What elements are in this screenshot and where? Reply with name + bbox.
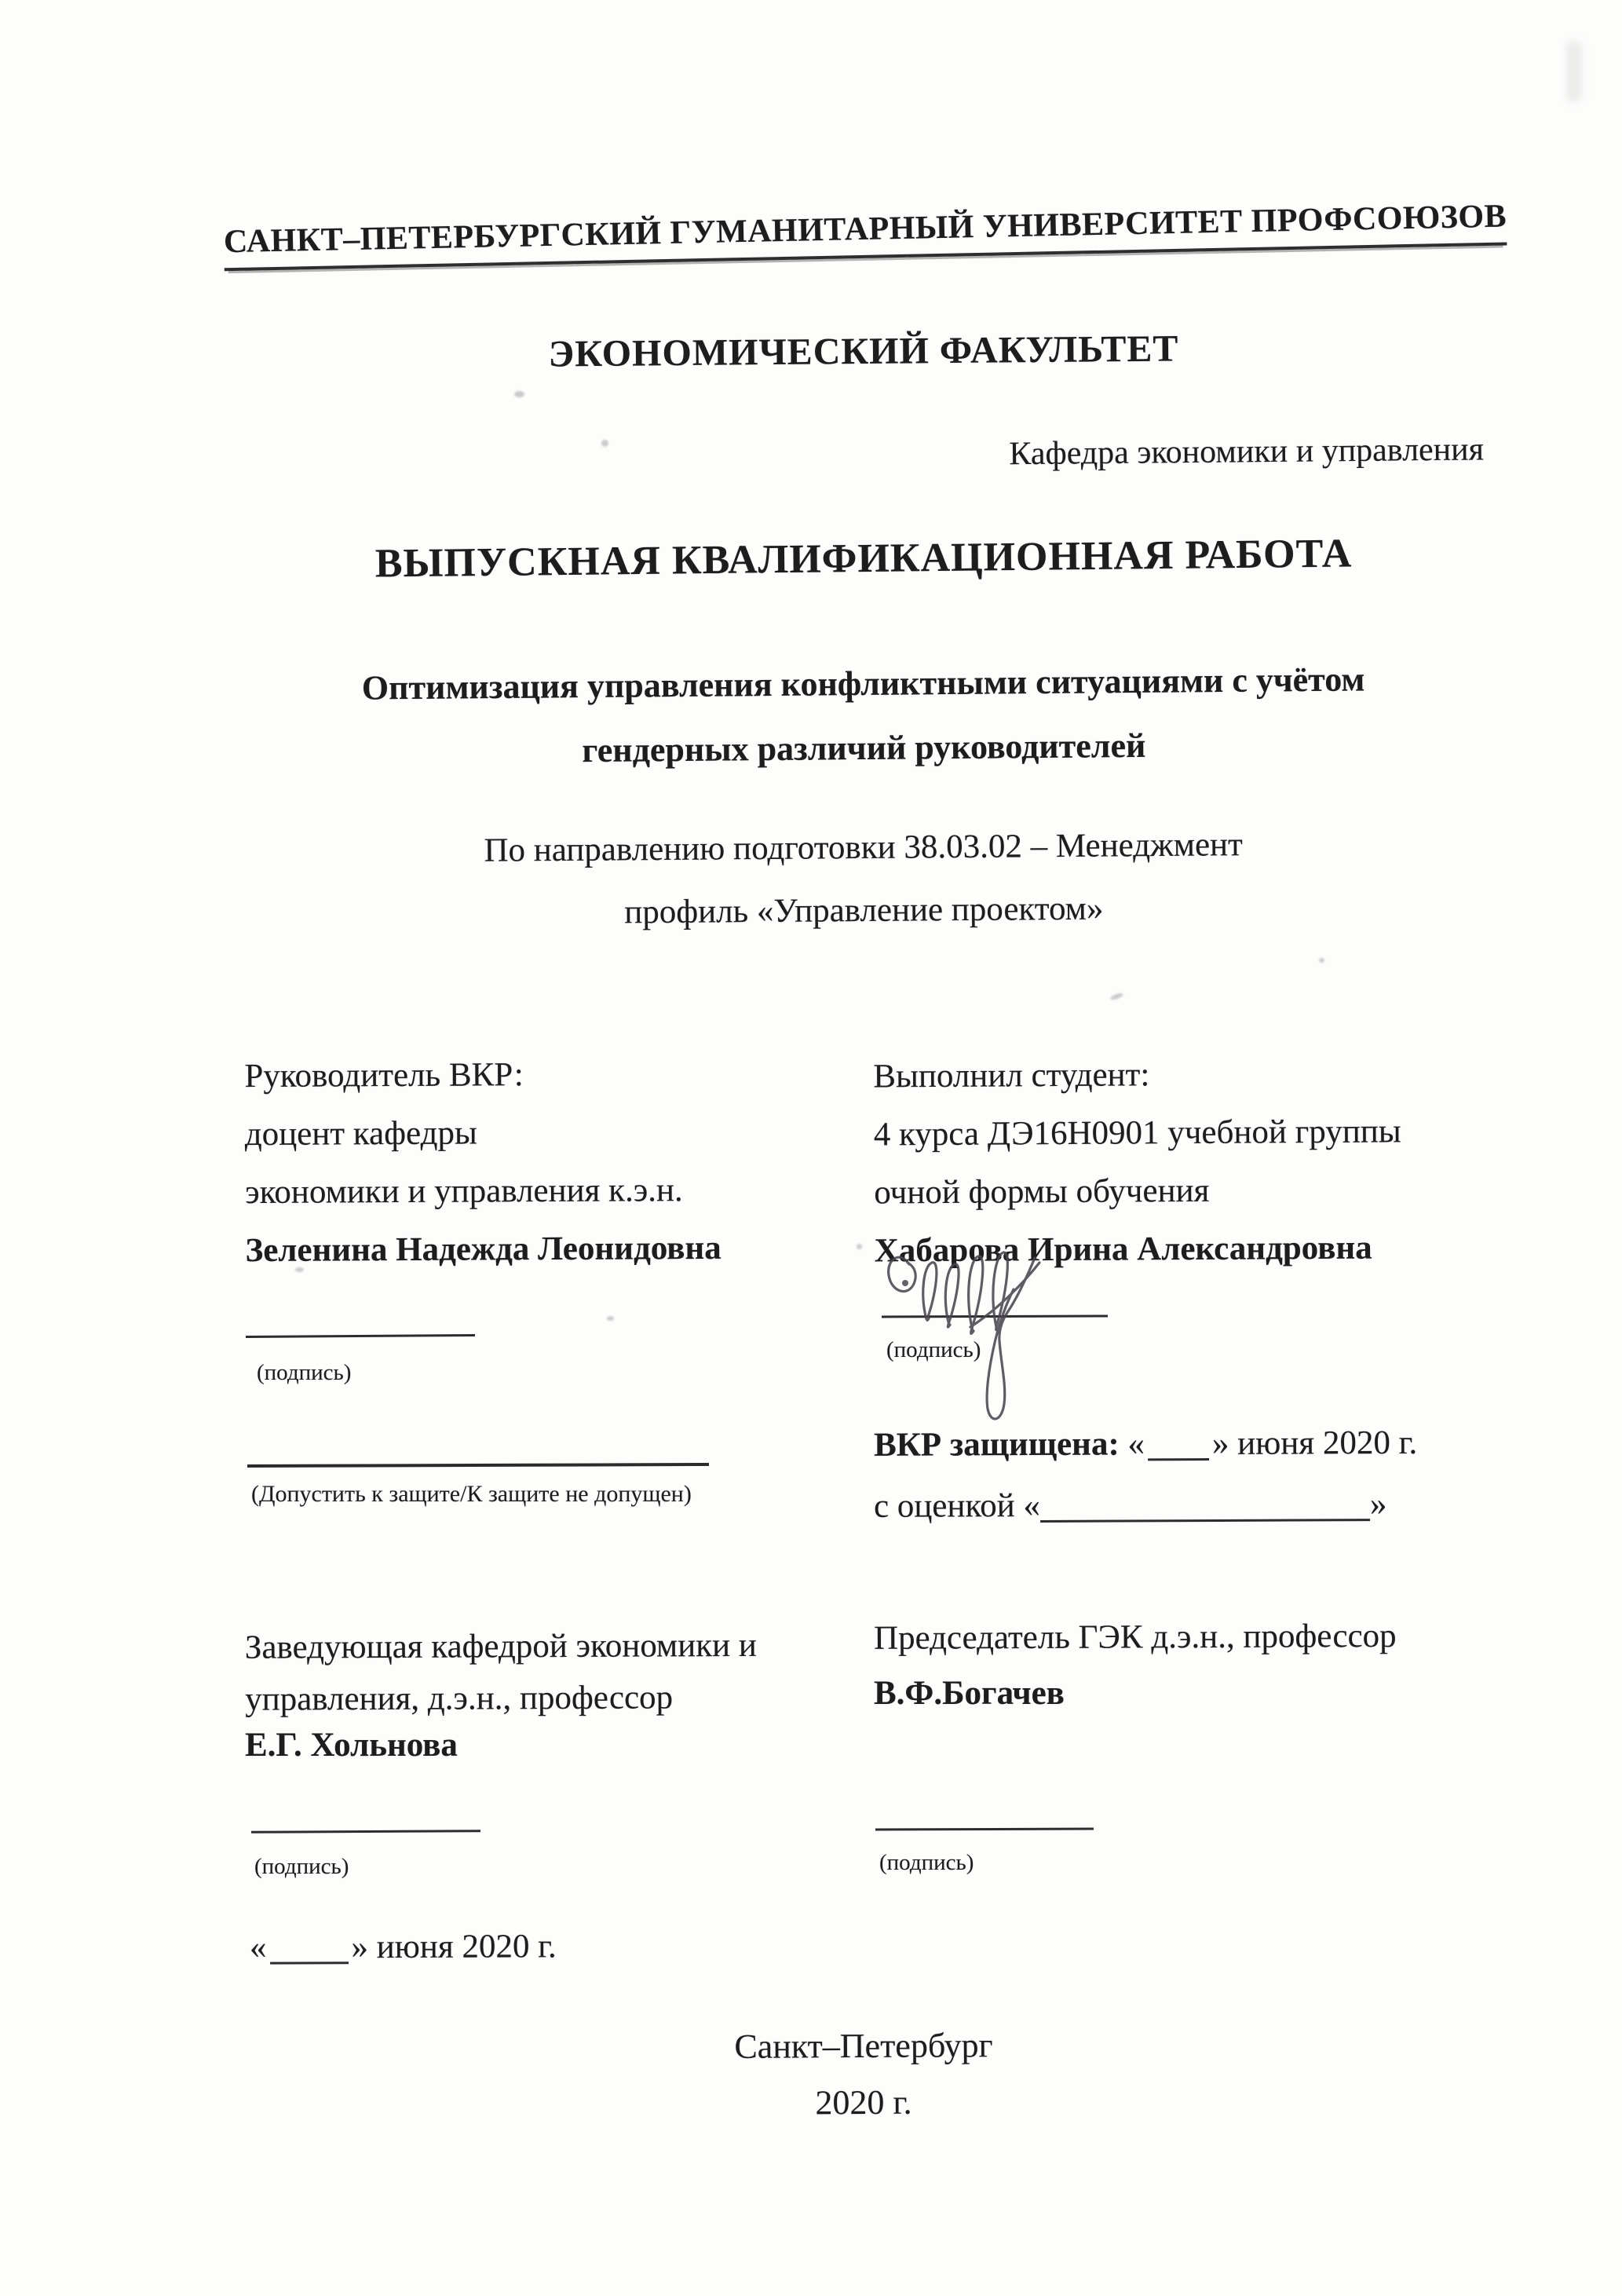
scan-speck: [295, 1267, 304, 1272]
scan-speck: [1319, 958, 1324, 963]
admission-signature-line: [247, 1463, 709, 1468]
grade-prefix: с оценкой «: [873, 1486, 1041, 1525]
thesis-topic-line1: Оптимизация управления конфликтными ситуациями с учётом: [361, 660, 1365, 707]
scan-smudge: [1566, 41, 1582, 102]
head-date-line: [250, 1927, 557, 1966]
committee-chair-position: Председатель ГЭК д.э.н., профессор: [873, 1617, 1397, 1657]
defense-date-tail: » июня 2020 г.: [1211, 1424, 1418, 1462]
degree-profile: профиль «Управление проектом»: [624, 890, 1104, 931]
scan-speck: [601, 440, 608, 447]
chair-signature-line: [875, 1828, 1094, 1831]
head-position-line2: управления, д.э.н., профессор: [245, 1679, 674, 1718]
degree-direction-block: [243, 812, 1484, 947]
defense-label: ВКР защищена:: [873, 1425, 1120, 1464]
supervisor-name: Зеленина Надежда Леонидовна: [245, 1229, 721, 1270]
chair-signature-caption: (подпись): [879, 1850, 974, 1875]
scan-speck: [1109, 992, 1123, 1000]
supervisor-position-line2: экономики и управления к.э.н.: [245, 1172, 683, 1212]
student-signature-caption: (подпись): [886, 1337, 981, 1362]
university-name-underlined: САНКТ–ПЕТЕРБУРГСКИЙ ГУМАНИТАРНЫЙ УНИВЕРСИТЕТ ПРОФСОЮЗОВ: [224, 197, 1507, 271]
faculty-name: ЭКОНОМИЧЕСКИЙ ФАКУЛЬТЕТ: [548, 327, 1179, 375]
defense-grade-line: [874, 1484, 1549, 1526]
work-type-title: ВЫПУСКНАЯ КВАЛИФИКАЦИОННАЯ РАБОТА: [374, 531, 1353, 587]
student-name: Хабарова Ирина Александровна: [874, 1229, 1372, 1270]
supervisor-position-line1: доцент кафедры: [244, 1114, 477, 1153]
head-date-blank: [269, 1932, 348, 1964]
head-date-open-quote: «: [249, 1929, 267, 1966]
city-name: Санкт–Петербург: [734, 2026, 993, 2066]
handwritten-signature: [868, 1230, 1109, 1446]
head-date-tail: » июня 2020 г.: [351, 1928, 557, 1966]
scan-speck: [514, 391, 524, 397]
department-name: Кафедра экономики и управления: [1009, 431, 1485, 473]
admission-caption: (Допустить к защите/К защите не допущен): [251, 1481, 692, 1507]
supervisor-signature-caption: (подпись): [257, 1360, 352, 1385]
department-head-block: [245, 1619, 882, 1726]
student-study-form: очной формы обучения: [874, 1172, 1210, 1212]
head-position-line1: Заведующая кафедрой экономики и: [244, 1626, 757, 1666]
committee-chair-name: В.Ф.Богачев: [874, 1675, 1065, 1712]
defense-date-blank: [1148, 1428, 1209, 1461]
student-group: 4 курса ДЭ16Н0901 учебной группы: [873, 1113, 1401, 1153]
student-label: Выполнил студент:: [873, 1056, 1150, 1095]
thesis-topic-line2: гендерных различий руководителей: [582, 726, 1146, 770]
university-name: [223, 198, 1507, 272]
supervisor-label: Руководитель ВКР:: [244, 1056, 524, 1095]
year-label: 2020 г.: [815, 2082, 912, 2122]
degree-direction: По направлению подготовки 38.03.02 – Менеджмент: [484, 826, 1244, 869]
department-head-name: Е.Г. Хольнова: [245, 1727, 458, 1764]
grade-close-quote: »: [1369, 1486, 1387, 1523]
thesis-topic: [243, 646, 1484, 786]
head-signature-caption: (подпись): [254, 1854, 349, 1879]
defense-open-quote: «: [1127, 1425, 1145, 1463]
head-signature-line: [251, 1830, 480, 1834]
supervisor-block: [244, 1044, 866, 1280]
scan-speck: [607, 1316, 614, 1321]
scan-speck: [857, 1244, 862, 1249]
supervisor-signature-line: [246, 1334, 475, 1338]
grade-blank: [1040, 1489, 1370, 1523]
